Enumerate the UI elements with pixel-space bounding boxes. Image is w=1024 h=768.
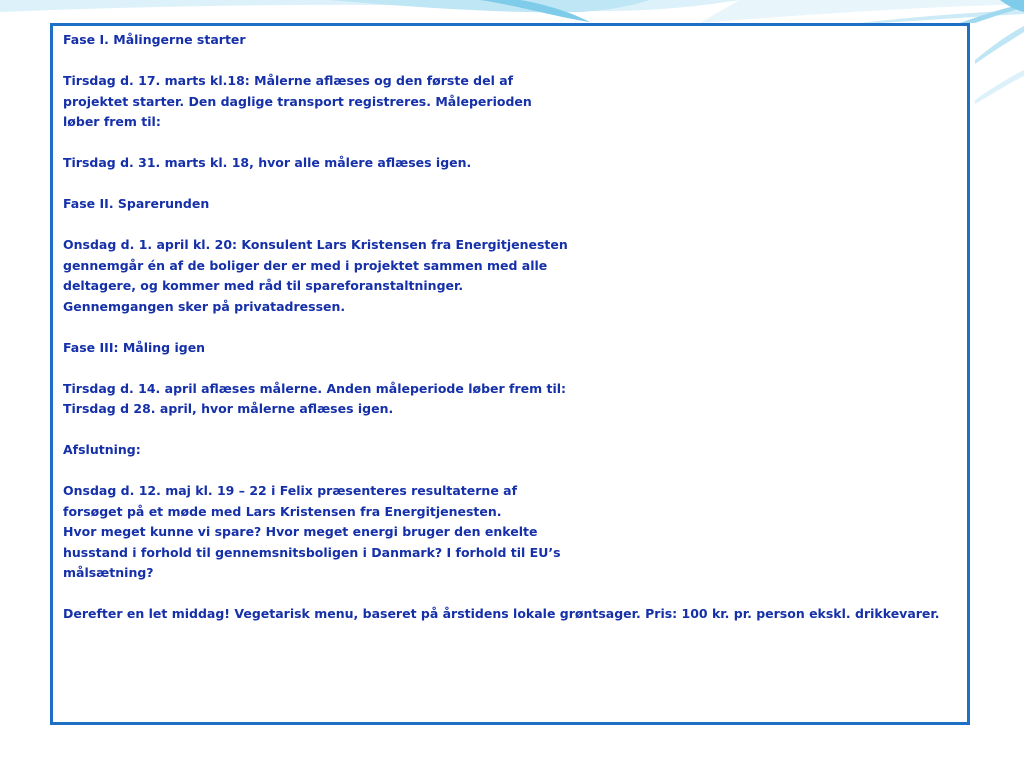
heading-afslutning: Afslutning: xyxy=(63,442,141,457)
text-line: Onsdag d. 12. maj kl. 19 – 22 i Felix præsenteres resultaterne af xyxy=(63,483,518,498)
closing-paragraph: Derefter en let middag! Vegetarisk menu, baseret på årstidens lokale grøntsager. Pris: 100 kr. pr. person ekskl. drikkevarer. xyxy=(63,606,940,621)
text-line: Onsdag d. 1. april kl. 20: Konsulent Lars Kristensen fra Energitjenesten xyxy=(63,237,568,252)
text-line: Tirsdag d. 31. marts kl. 18, hvor alle målere aflæses igen. xyxy=(63,155,472,170)
text-line: husstand i forhold til gennemsnitsboligen i Danmark? I forhold til EU’s xyxy=(63,544,561,560)
text-line: projektet starter. Den daglige transport registreres. Måleperioden xyxy=(63,93,532,109)
text-line: målsætning? xyxy=(63,565,154,580)
text-line: Tirsdag d 28. april, hvor målerne aflæses igen. xyxy=(63,401,394,416)
text-line: gennemgår én af de boliger der er med i projektet sammen med alle xyxy=(63,257,548,273)
text-area xyxy=(63,30,953,625)
text-line: Gennemgangen sker på privatadressen. xyxy=(63,298,346,314)
text-line: forsøget på et møde med Lars Kristensen fra Energitjenesten. xyxy=(63,503,502,519)
text-line: Tirsdag d. 14. april aflæses målerne. Anden måleperiode løber frem til: xyxy=(63,380,567,396)
text-line: løber frem til: xyxy=(63,114,161,129)
heading-fase-2: Fase II. Sparerunden xyxy=(63,196,210,211)
content-box xyxy=(50,23,970,725)
heading-fase-1: Fase I. Målingerne starter xyxy=(63,32,246,47)
text-line: Tirsdag d. 17. marts kl.18: Målerne aflæses og den første del af xyxy=(63,73,514,88)
text-line: deltagere, og kommer med råd til spareforanstaltninger. xyxy=(63,278,464,293)
text-line: Hvor meget kunne vi spare? Hvor meget energi bruger den enkelte xyxy=(63,524,538,539)
heading-fase-3: Fase III: Måling igen xyxy=(63,339,206,355)
